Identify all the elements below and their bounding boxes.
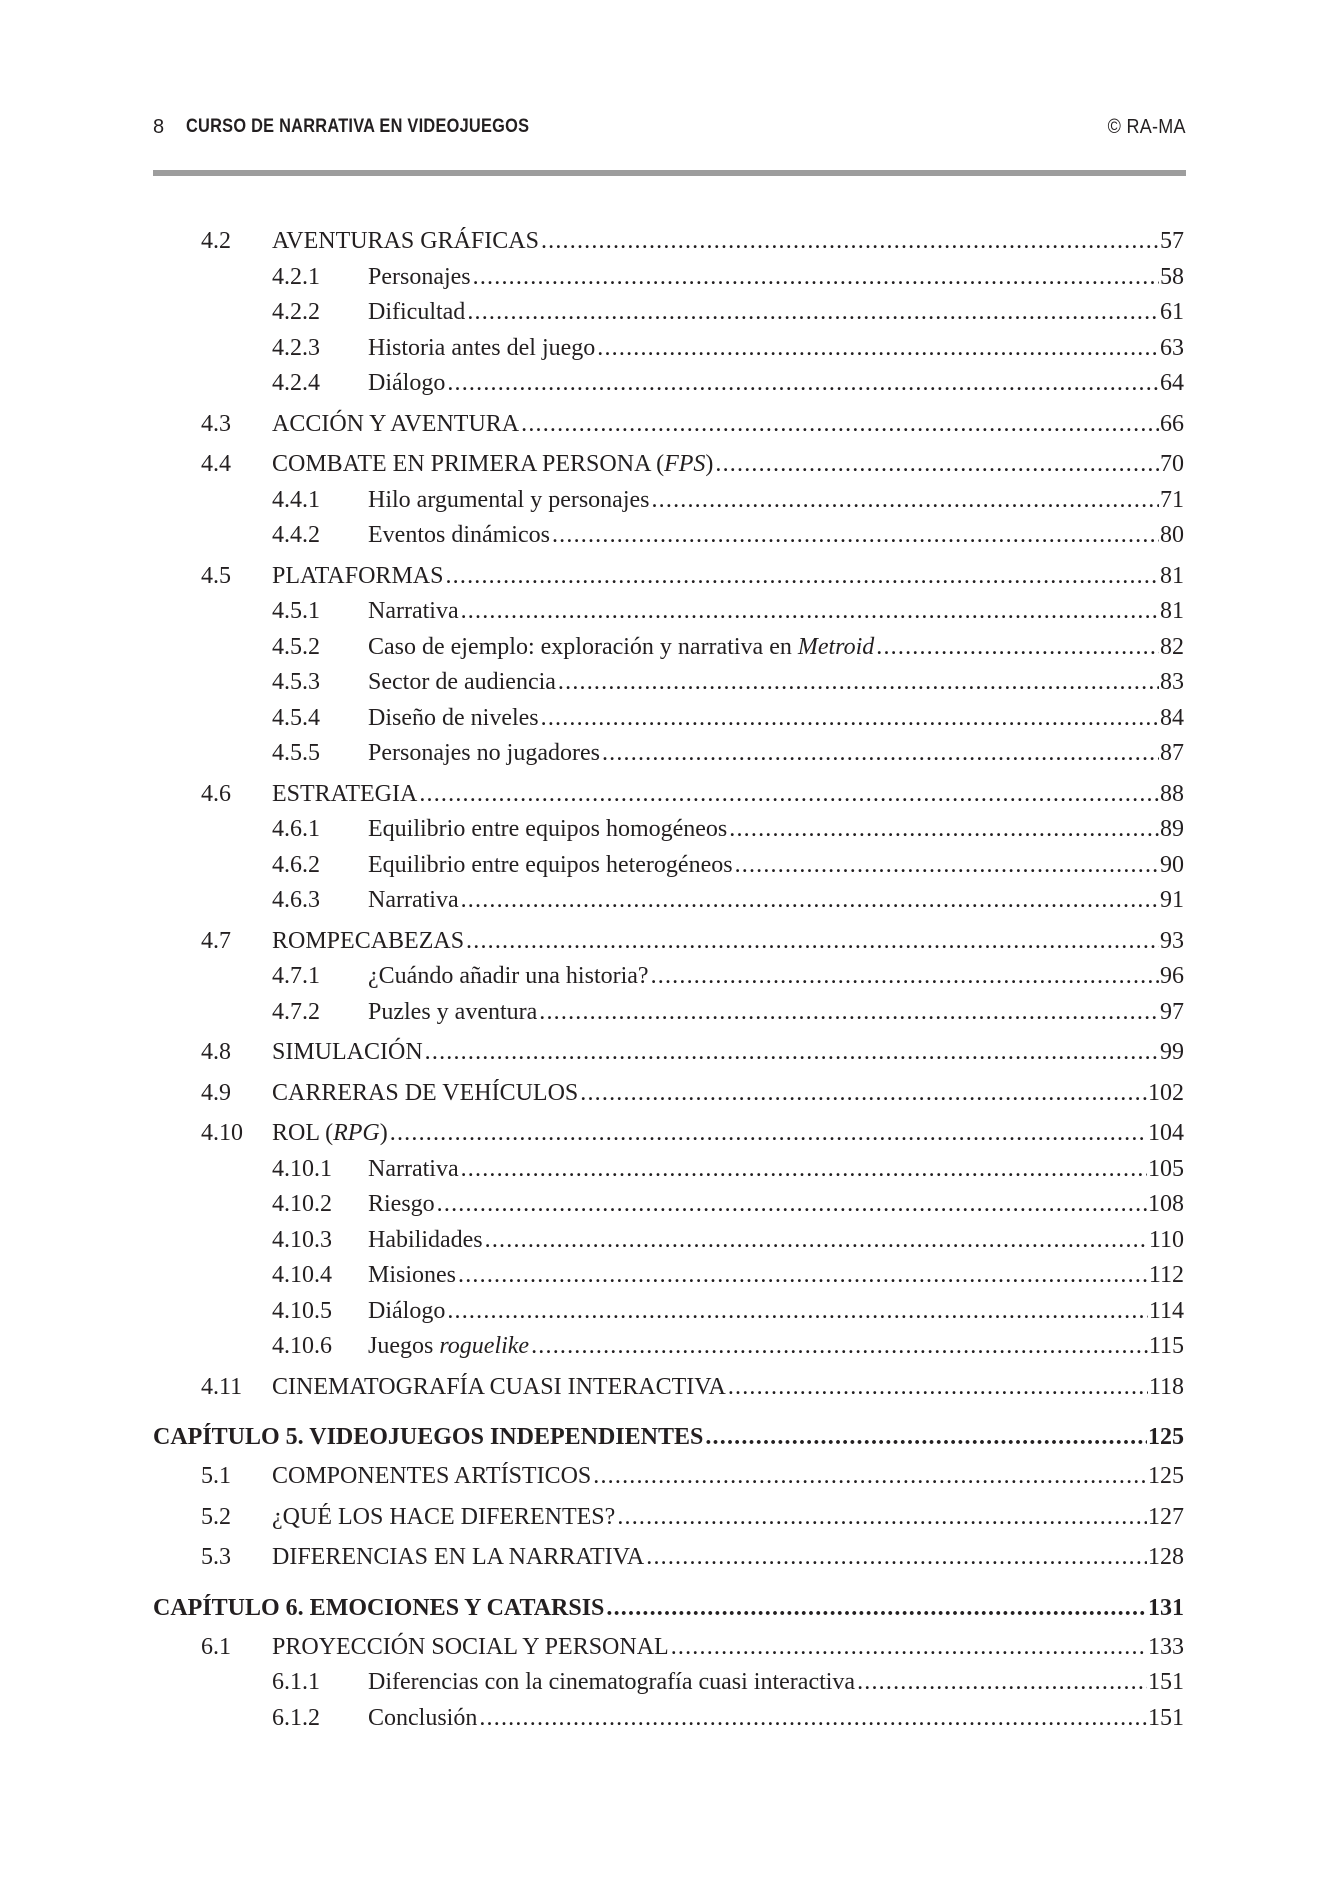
dot-leader: [876, 630, 1159, 666]
toc-entry-number: 5.1: [201, 1463, 231, 1489]
toc-entry-number: 4.7.2: [272, 998, 320, 1025]
toc-entry-row: [368, 483, 1184, 519]
toc-entry-page: 83: [1160, 669, 1184, 695]
toc-section-entry: [0, 1035, 1330, 1071]
toc-entry-page: 128: [1148, 1544, 1184, 1570]
toc-entry-page: 88: [1160, 780, 1184, 807]
toc-subsection-entry: [0, 1187, 1330, 1223]
toc-entry-number: 4.2.1: [272, 263, 320, 290]
toc-entry-title: [272, 777, 417, 813]
toc-entry-title: [368, 483, 649, 519]
toc-entry-row: [368, 1329, 1184, 1365]
toc-entry-number: 4.9: [201, 1079, 231, 1106]
toc-entry-title: [368, 366, 445, 402]
toc-entry-title: [368, 1329, 529, 1365]
toc-entry-title-text: ¿QUÉ LOS HACE DIFERENTES?: [272, 1503, 616, 1530]
toc-entry-row: [368, 295, 1184, 331]
toc-entry-title: [272, 1459, 591, 1495]
toc-entry-row: [368, 812, 1184, 848]
toc-entry-title-text: Diferencias con la cinematografía cuasi interactiva: [368, 1669, 856, 1695]
toc-entry-page: 90: [1160, 851, 1184, 878]
toc-entry-row: [368, 1294, 1184, 1330]
toc-entry-title: [368, 295, 465, 331]
toc-subsection-entry: [0, 812, 1330, 848]
toc-subsection-entry: [0, 260, 1330, 296]
toc-entry-row: [368, 366, 1184, 402]
dot-leader: [735, 848, 1159, 884]
toc-entry-number: 4.11: [201, 1373, 243, 1400]
toc-entry-number: 4.4: [201, 451, 231, 477]
toc-entry-number: 4.7: [201, 927, 231, 954]
page-number: 8: [153, 116, 165, 138]
toc-entry-page: 64: [1160, 370, 1184, 396]
dot-leader: [597, 331, 1159, 367]
toc-entry-number: 4.2.2: [272, 299, 320, 325]
toc-entry-number: 4.5.1: [272, 598, 320, 624]
toc-section-entry: [0, 224, 1330, 260]
toc-entry-title: [368, 1701, 477, 1737]
toc-subsection-entry: [0, 1329, 1330, 1365]
toc-entry-title: [272, 559, 443, 595]
toc-entry-number: 4.10.6: [272, 1333, 332, 1359]
toc-entry-row: [368, 1187, 1184, 1223]
toc-entry-title: [153, 1418, 703, 1456]
toc-entry-page: 127: [1148, 1503, 1184, 1530]
toc-subsection-entry: [0, 883, 1330, 919]
toc-subsection-entry: [0, 1223, 1330, 1259]
toc-entry-number: 4.10: [201, 1120, 243, 1146]
toc-entry-page: 151: [1148, 1704, 1184, 1731]
toc-entry-page: 104: [1148, 1120, 1184, 1146]
toc-entry-row: [272, 1459, 1184, 1495]
toc-entry-title: [272, 1540, 644, 1576]
toc-entry-row: [368, 1665, 1184, 1701]
toc-entry-row: [272, 1035, 1184, 1071]
dot-leader: [651, 483, 1159, 519]
toc-entry-number: 4.6: [201, 780, 231, 807]
toc-entry-number: 4.4.1: [272, 486, 320, 513]
toc-entry-title-text: Habilidades: [368, 1226, 483, 1253]
toc-entry-title-text: Hilo argumental y personajes: [368, 486, 650, 513]
toc-entry-row: [368, 883, 1184, 919]
toc-entry-title: [272, 407, 519, 443]
toc-subsection-entry: [0, 1258, 1330, 1294]
publisher-mark: © RA-MA: [1107, 116, 1186, 138]
toc-entry-number: 4.10.1: [272, 1155, 332, 1182]
toc-entry-title-text: COMPONENTES ARTÍSTICOS: [272, 1463, 592, 1489]
dot-leader: [461, 1152, 1147, 1188]
toc-entry-title-text: Personajes: [368, 263, 471, 290]
toc-subsection-entry: [0, 959, 1330, 995]
toc-entry-page: 66: [1160, 410, 1184, 437]
toc-section-entry: [0, 1540, 1330, 1576]
toc-entry-title-text: PROYECCIÓN SOCIAL Y PERSONAL: [272, 1633, 669, 1660]
toc-entry-title: [368, 1223, 483, 1259]
toc-entry-title-text: DIFERENCIAS EN LA NARRATIVA: [272, 1544, 645, 1570]
toc-entry-row: [368, 848, 1184, 884]
toc-entry-title-text: Sector de audiencia: [368, 669, 556, 695]
toc-entry-row: [368, 518, 1184, 554]
toc-subsection-entry: [0, 295, 1330, 331]
toc-subsection-entry: [0, 736, 1330, 772]
toc-entry-title-text: Eventos dinámicos: [368, 522, 550, 548]
toc-entry-title-text: CAPÍTULO 6. EMOCIONES Y CATARSIS: [153, 1594, 605, 1621]
toc-entry-title-text: Puzles y aventura: [368, 998, 538, 1025]
dot-leader: [705, 1418, 1147, 1456]
toc-entry-title: [368, 1294, 445, 1330]
toc-entry-title-text: Equilibrio entre equipos homogéneos: [368, 816, 728, 842]
toc-section-entry: [0, 407, 1330, 443]
toc-entry-number: 4.5.2: [272, 633, 320, 660]
toc-entry-title: [272, 447, 713, 483]
toc-entry-number: 4.5.5: [272, 740, 320, 766]
toc-entry-title-text: Narrativa: [368, 1155, 459, 1182]
dot-leader: [466, 924, 1159, 960]
toc-entry-title: [368, 995, 537, 1031]
toc-entry-row: [272, 1500, 1184, 1536]
toc-entry-title: [368, 518, 550, 554]
toc-entry-title-text: ESTRATEGIA: [272, 780, 418, 807]
toc-subsection-entry: [0, 1152, 1330, 1188]
toc-entry-row: [272, 1116, 1184, 1152]
toc-entry-page: 125: [1148, 1463, 1184, 1489]
toc-subsection-entry: [0, 1701, 1330, 1737]
toc-entry-title-text: Caso de ejemplo: exploración y narrativa en: [368, 633, 798, 660]
toc-subsection-entry: [0, 995, 1330, 1031]
dot-leader: [425, 1035, 1159, 1071]
dot-leader: [729, 812, 1159, 848]
toc-entry-number: 4.6.3: [272, 887, 320, 913]
dot-leader: [445, 559, 1159, 595]
toc-entry-number: 4.7.1: [272, 963, 320, 989]
dot-leader: [541, 224, 1159, 260]
toc-entry-number: 4.6.1: [272, 816, 320, 842]
dot-leader: [580, 1076, 1147, 1112]
toc-entry-page: 99: [1160, 1039, 1184, 1065]
toc-entry-title-text: ACCIÓN Y AVENTURA: [272, 410, 520, 437]
toc-entry-title-text: AVENTURAS GRÁFICAS: [272, 228, 539, 254]
dot-leader: [552, 518, 1159, 554]
toc-entry-row: [368, 630, 1184, 666]
running-header: [153, 112, 1186, 142]
dot-leader: [728, 1370, 1148, 1406]
toc-entry-title: [368, 848, 733, 884]
toc-entry-title-text: SIMULACIÓN: [272, 1039, 423, 1065]
toc-entry-title-text: Dificultad: [368, 299, 466, 325]
toc-entry-title: [272, 1500, 615, 1536]
dot-leader: [606, 1589, 1147, 1627]
toc-subsection-entry: [0, 1294, 1330, 1330]
toc-entry-page: 70: [1160, 451, 1184, 477]
toc-entry-page: 84: [1160, 704, 1184, 731]
toc-entry-title-text: ROMPECABEZAS: [272, 927, 465, 954]
toc-entry-number: 5.3: [201, 1544, 231, 1570]
toc-entry-title: [368, 665, 556, 701]
toc-entry-page: 118: [1148, 1373, 1184, 1400]
toc-entry-title: [368, 1665, 855, 1701]
toc-entry-title: [368, 959, 649, 995]
toc-entry-number: 4.5.4: [272, 704, 320, 731]
toc-entry-row: [272, 447, 1184, 483]
toc-entry-page: 81: [1160, 562, 1184, 589]
toc-entry-page: 93: [1160, 927, 1184, 954]
toc-entry-title-text: Personajes no jugadores: [368, 740, 600, 766]
toc-entry-row: [272, 777, 1184, 813]
toc-entry-page: 63: [1160, 334, 1184, 361]
toc-entry-title: [272, 1630, 669, 1666]
toc-entry-title: [272, 224, 539, 260]
toc-entry-number: 5.2: [201, 1503, 231, 1530]
toc-entry-page: 133: [1148, 1633, 1184, 1660]
dot-leader: [715, 447, 1159, 483]
dot-leader: [458, 1258, 1148, 1294]
header-rule: [153, 170, 1186, 176]
toc-entry-title: [368, 812, 727, 848]
toc-subsection-entry: [0, 331, 1330, 367]
toc-entry-number: 4.2.3: [272, 334, 320, 361]
toc-subsection-entry: [0, 366, 1330, 402]
toc-entry-page: 115: [1148, 1333, 1184, 1359]
toc-entry-title-italic: FPS: [664, 451, 706, 477]
toc-entry-title-text: Juegos: [368, 1333, 440, 1359]
toc-entry-title-text: CAPÍTULO 5. VIDEOJUEGOS INDEPENDIENTES: [153, 1424, 704, 1450]
toc-entry-title-text: ROL (: [272, 1120, 334, 1146]
toc-section-entry: [0, 447, 1330, 483]
dot-leader: [473, 260, 1159, 296]
dot-leader: [671, 1630, 1147, 1666]
toc-section-entry: [0, 1630, 1330, 1666]
toc-entry-title-text: Conclusión: [368, 1704, 478, 1731]
toc-subsection-entry: [0, 701, 1330, 737]
toc-entry-title-text: Riesgo: [368, 1191, 435, 1217]
toc-entry-title: [368, 594, 459, 630]
toc-entry-page: 58: [1160, 263, 1184, 290]
toc-entry-title: [368, 1187, 435, 1223]
toc-entry-row: [368, 1223, 1184, 1259]
toc-entry-title: [368, 331, 595, 367]
toc-entry-page: 112: [1148, 1262, 1184, 1288]
toc-entry-row: [368, 1258, 1184, 1294]
toc-entry-row: [368, 701, 1184, 737]
toc-entry-number: 4.10.2: [272, 1191, 332, 1217]
toc-entry-title-text: Narrativa: [368, 598, 459, 624]
toc-entry-row: [368, 331, 1184, 367]
dot-leader: [539, 995, 1159, 1031]
dot-leader: [467, 295, 1159, 331]
toc-chapter-entry: [0, 1589, 1330, 1627]
toc-entry-title-italic: Metroid: [797, 633, 875, 660]
toc-entry-title: [272, 1035, 423, 1071]
toc-entry-row: [368, 260, 1184, 296]
toc-entry-title-suffix: ): [705, 451, 714, 477]
dot-leader: [461, 594, 1159, 630]
toc-subsection-entry: [0, 518, 1330, 554]
toc-entry-title-text: Historia antes del juego: [368, 334, 596, 361]
toc-entry-number: 4.10.4: [272, 1262, 332, 1288]
toc-entry-row: [368, 594, 1184, 630]
toc-entry-page: 151: [1148, 1669, 1184, 1695]
toc-section-entry: [0, 1116, 1330, 1152]
toc-subsection-entry: [0, 665, 1330, 701]
toc-entry-title-text: Equilibrio entre equipos heterogéneos: [368, 851, 733, 878]
toc-entry-row: [272, 1540, 1184, 1576]
toc-entry-number: 4.2: [201, 228, 231, 254]
toc-entry-number: 4.3: [201, 410, 231, 437]
dot-leader: [447, 366, 1159, 402]
toc-entry-page: 96: [1160, 963, 1184, 989]
toc-entry-title: [368, 1258, 456, 1294]
toc-entry-page: 125: [1148, 1424, 1184, 1450]
toc-entry-number: 4.8: [201, 1039, 231, 1065]
toc-entry-number: 4.10.3: [272, 1226, 332, 1253]
toc-entry-page: 89: [1160, 816, 1184, 842]
toc-entry-number: 4.4.2: [272, 522, 320, 548]
dot-leader: [461, 883, 1159, 919]
toc-entry-page: 57: [1160, 228, 1184, 254]
toc-entry-page: 91: [1160, 887, 1184, 913]
toc-entry-row: [368, 959, 1184, 995]
toc-entry-title: [272, 1370, 726, 1406]
toc-entry-title-text: COMBATE EN PRIMERA PERSONA (: [272, 451, 665, 477]
dot-leader: [602, 736, 1159, 772]
toc-entry-number: 6.1.1: [272, 1669, 320, 1695]
toc-entry-title: [368, 883, 459, 919]
toc-section-entry: [0, 1076, 1330, 1112]
toc-section-entry: [0, 1370, 1330, 1406]
toc-section-entry: [0, 777, 1330, 813]
toc-entry-page: 97: [1160, 998, 1184, 1025]
dot-leader: [541, 701, 1159, 737]
toc-entry-number: 4.2.4: [272, 370, 320, 396]
toc-entry-title-text: Diálogo: [368, 1297, 446, 1324]
toc-entry-title-italic: roguelike: [439, 1333, 530, 1359]
toc-entry-page: 108: [1148, 1191, 1184, 1217]
toc-entry-page: 81: [1160, 598, 1184, 624]
dot-leader: [617, 1500, 1147, 1536]
toc-entry-title-suffix: ): [379, 1120, 388, 1146]
toc-entry-title: [272, 1076, 578, 1112]
toc-entry-number: 6.1.2: [272, 1704, 320, 1731]
toc-entry-title: [272, 1116, 388, 1152]
toc-entry-page: 102: [1148, 1079, 1184, 1106]
toc-entry-page: 105: [1148, 1155, 1184, 1182]
toc-entry-page: 82: [1160, 633, 1184, 660]
toc-entry-number: 4.5.3: [272, 669, 320, 695]
dot-leader: [437, 1187, 1147, 1223]
dot-leader: [646, 1540, 1147, 1576]
toc-entry-title-text: Narrativa: [368, 887, 459, 913]
toc-entry-title-italic: RPG: [333, 1120, 380, 1146]
toc-entry-row: [368, 995, 1184, 1031]
toc-entry-page: 61: [1160, 299, 1184, 325]
toc-entry-number: 6.1: [201, 1633, 231, 1660]
toc-entry-title: [368, 1152, 459, 1188]
toc-entry-title-text: Diálogo: [368, 370, 446, 396]
toc-entry-page: 131: [1148, 1594, 1184, 1621]
toc-entry-row: [272, 224, 1184, 260]
toc-subsection-entry: [0, 848, 1330, 884]
toc-entry-row: [153, 1418, 1184, 1456]
dot-leader: [531, 1329, 1148, 1365]
toc-entry-row: [272, 924, 1184, 960]
toc-entry-page: 87: [1160, 740, 1184, 766]
toc-entry-title: [153, 1589, 604, 1627]
toc-entry-number: 4.10.5: [272, 1297, 332, 1324]
toc-entry-title-text: PLATAFORMAS: [272, 562, 444, 589]
toc-subsection-entry: [0, 594, 1330, 630]
toc-entry-row: [368, 1701, 1184, 1737]
toc-entry-row: [368, 665, 1184, 701]
toc-entry-title: [368, 701, 539, 737]
table-of-contents: [0, 224, 1330, 1736]
dot-leader: [857, 1665, 1147, 1701]
dot-leader: [447, 1294, 1148, 1330]
toc-entry-title-text: ¿Cuándo añadir una historia?: [368, 963, 649, 989]
toc-entry-row: [368, 736, 1184, 772]
toc-entry-row: [272, 1370, 1184, 1406]
toc-entry-title-text: Misiones: [368, 1262, 457, 1288]
toc-entry-title-text: Diseño de niveles: [368, 704, 539, 731]
dot-leader: [390, 1116, 1147, 1152]
toc-entry-row: [272, 1076, 1184, 1112]
toc-entry-title: [272, 924, 464, 960]
toc-entry-title: [368, 736, 600, 772]
dot-leader: [521, 407, 1159, 443]
toc-entry-row: [272, 1630, 1184, 1666]
toc-entry-title-text: CARRERAS DE VEHÍCULOS: [272, 1079, 579, 1106]
toc-subsection-entry: [0, 630, 1330, 666]
toc-section-entry: [0, 1459, 1330, 1495]
toc-chapter-entry: [0, 1418, 1330, 1456]
toc-entry-number: 4.6.2: [272, 851, 320, 878]
toc-entry-number: 4.5: [201, 562, 231, 589]
book-title: CURSO DE NARRATIVA EN VIDEOJUEGOS: [186, 116, 530, 137]
toc-entry-row: [368, 1152, 1184, 1188]
toc-section-entry: [0, 559, 1330, 595]
toc-entry-row: [272, 559, 1184, 595]
toc-entry-title-text: CINEMATOGRAFÍA CUASI INTERACTIVA: [272, 1373, 726, 1400]
dot-leader: [593, 1459, 1147, 1495]
toc-entry-page: 71: [1160, 486, 1184, 513]
toc-section-entry: [0, 924, 1330, 960]
toc-entry-page: 80: [1160, 522, 1184, 548]
toc-entry-row: [272, 407, 1184, 443]
toc-entry-row: [153, 1589, 1184, 1627]
toc-entry-page: 110: [1148, 1226, 1184, 1253]
dot-leader: [485, 1223, 1148, 1259]
toc-subsection-entry: [0, 1665, 1330, 1701]
dot-leader: [419, 777, 1159, 813]
dot-leader: [479, 1701, 1147, 1737]
toc-subsection-entry: [0, 483, 1330, 519]
toc-entry-page: 114: [1148, 1297, 1184, 1324]
dot-leader: [558, 665, 1159, 701]
dot-leader: [651, 959, 1159, 995]
toc-section-entry: [0, 1500, 1330, 1536]
toc-entry-title: [368, 260, 471, 296]
toc-entry-title: [368, 630, 874, 666]
